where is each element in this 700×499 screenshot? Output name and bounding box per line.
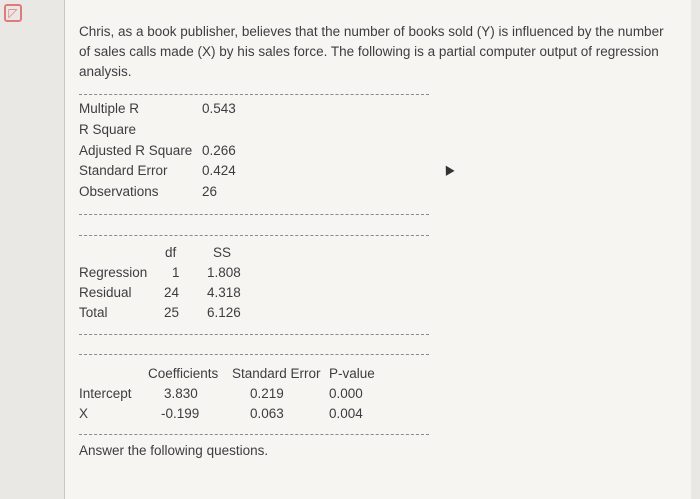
divider xyxy=(79,354,429,355)
anova-row-ss: 1.808 xyxy=(207,265,241,280)
anova-header-df: df xyxy=(165,245,177,260)
coef-row-coef: -0.199 xyxy=(161,406,200,421)
coef-row-coef: 3.830 xyxy=(164,386,198,401)
stat-label-observations: Observations xyxy=(79,184,159,199)
coef-row-se: 0.063 xyxy=(250,406,284,421)
coef-row-label: X xyxy=(79,406,89,421)
anova-row-label: Residual xyxy=(79,285,132,300)
divider xyxy=(79,235,429,236)
divider xyxy=(79,94,429,95)
anova-row-ss: 6.126 xyxy=(207,305,241,320)
coef-row-p: 0.000 xyxy=(329,386,363,401)
stat-label-adj-r-square: Adjusted R Square xyxy=(79,143,193,158)
divider xyxy=(79,334,429,335)
anova-row-label: Total xyxy=(79,305,108,320)
anova-row-df: 1 xyxy=(172,265,180,280)
answer-prompt: Answer the following questions. xyxy=(79,443,269,458)
question-text: Chris, as a book publisher, believes that the number of books sold (Y) is influenced by the number of sales calls made (X) by his sales force. The following is a partial computer output of regression analysis. xyxy=(79,24,664,79)
anova-row-df: 25 xyxy=(164,305,180,320)
coef-header-standard-error: Standard Error xyxy=(232,366,321,381)
coef-header-coefficients: Coefficients xyxy=(148,366,219,381)
stat-label-standard-error: Standard Error xyxy=(79,163,168,178)
stat-value-observations: 26 xyxy=(202,184,218,199)
stat-label-r-square: R Square xyxy=(79,122,137,137)
anova-header-ss: SS xyxy=(213,245,232,260)
anova-row-ss: 4.318 xyxy=(207,285,241,300)
coef-row-label: Intercept xyxy=(79,386,132,401)
stat-label-multiple-r: Multiple R xyxy=(79,101,140,116)
stat-value-standard-error: 0.424 xyxy=(202,163,236,178)
coef-header-p-value: P-value xyxy=(329,366,375,381)
anova-row-df: 24 xyxy=(164,285,180,300)
anova-row-label: Regression xyxy=(79,265,148,280)
coef-row-p: 0.004 xyxy=(329,406,363,421)
coef-row-se: 0.219 xyxy=(250,386,284,401)
divider xyxy=(79,214,429,215)
divider xyxy=(79,434,429,435)
stat-value-adj-r-square: 0.266 xyxy=(202,143,236,158)
flag-icon[interactable]: ◸ xyxy=(4,4,22,22)
stat-value-multiple-r: 0.543 xyxy=(202,101,236,116)
